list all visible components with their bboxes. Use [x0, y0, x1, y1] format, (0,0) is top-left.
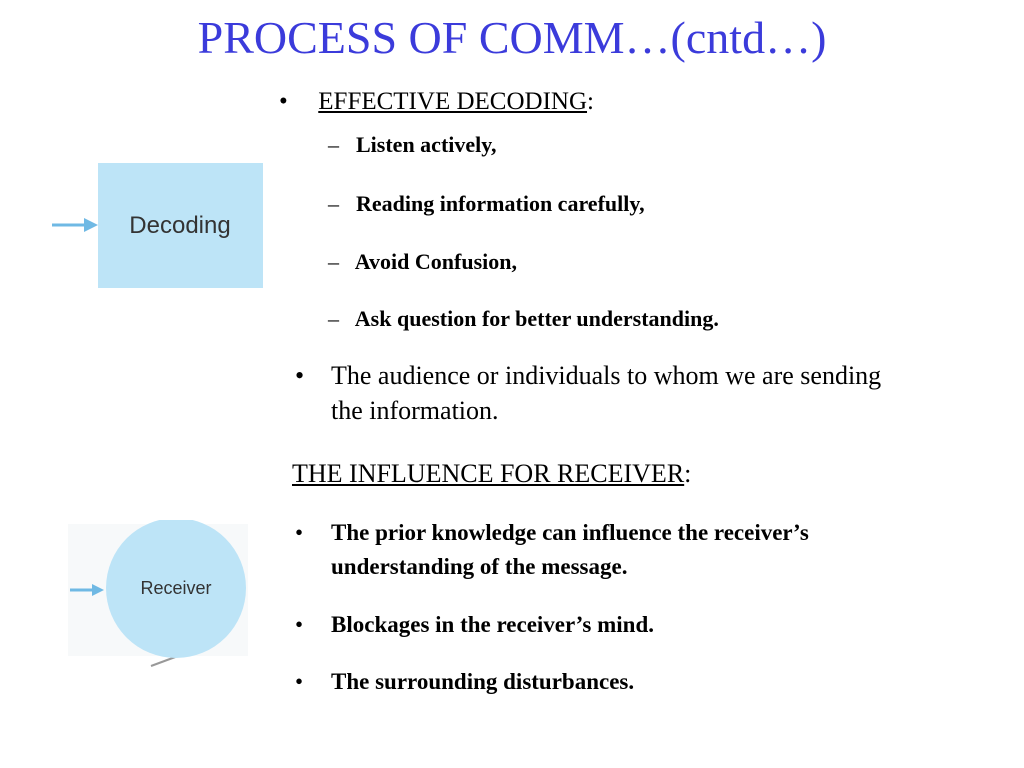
- decoding-item: Avoid Confusion,: [354, 249, 517, 274]
- decoding-item: Listen actively,: [356, 132, 497, 157]
- list-item: [328, 132, 497, 158]
- decoding-heading: EFFECTIVE DECODING: [318, 88, 588, 115]
- receiver-figure: [66, 520, 252, 670]
- receiver-item-line: Blockages in the receiver’s mind.: [331, 612, 655, 637]
- decoding-heading-row: [279, 88, 594, 116]
- receiver-item-line: The surrounding disturbances.: [331, 669, 635, 694]
- audience-line-2: the information.: [331, 396, 499, 425]
- receiver-item-line: understanding of the message.: [331, 554, 628, 579]
- bullet-icon: •: [279, 88, 288, 115]
- heading-colon: :: [684, 459, 692, 488]
- decoding-item: Ask question for better understanding.: [354, 306, 719, 331]
- decoding-figure: [48, 160, 268, 292]
- slide-title: PROCESS OF COMM…(cntd…): [197, 12, 827, 63]
- dash-icon: –: [328, 132, 339, 157]
- bullet-icon: •: [295, 669, 304, 694]
- receiver-label: Receiver: [140, 578, 212, 598]
- dash-icon: –: [328, 191, 339, 216]
- receiver-heading-row: [292, 459, 691, 489]
- dash-icon: –: [328, 306, 339, 331]
- bullet-icon: •: [295, 520, 304, 545]
- receiver-heading: THE INFLUENCE FOR RECEIVER: [292, 459, 685, 488]
- list-item: [328, 191, 645, 217]
- bullet-icon: •: [295, 361, 305, 390]
- audience-bullet: [295, 361, 304, 391]
- list-item: [328, 306, 719, 332]
- arrowhead-icon: [84, 218, 98, 232]
- bullet-icon: •: [295, 612, 304, 637]
- dash-icon: –: [328, 249, 339, 274]
- decoding-item: Reading information carefully,: [356, 191, 645, 216]
- list-item: [328, 249, 517, 275]
- heading-colon: :: [587, 88, 594, 115]
- audience-line-1: The audience or individuals to whom we are sending: [331, 361, 882, 390]
- receiver-item-line: The prior knowledge can influence the receiver’s: [331, 520, 809, 545]
- decoding-label: Decoding: [129, 212, 231, 239]
